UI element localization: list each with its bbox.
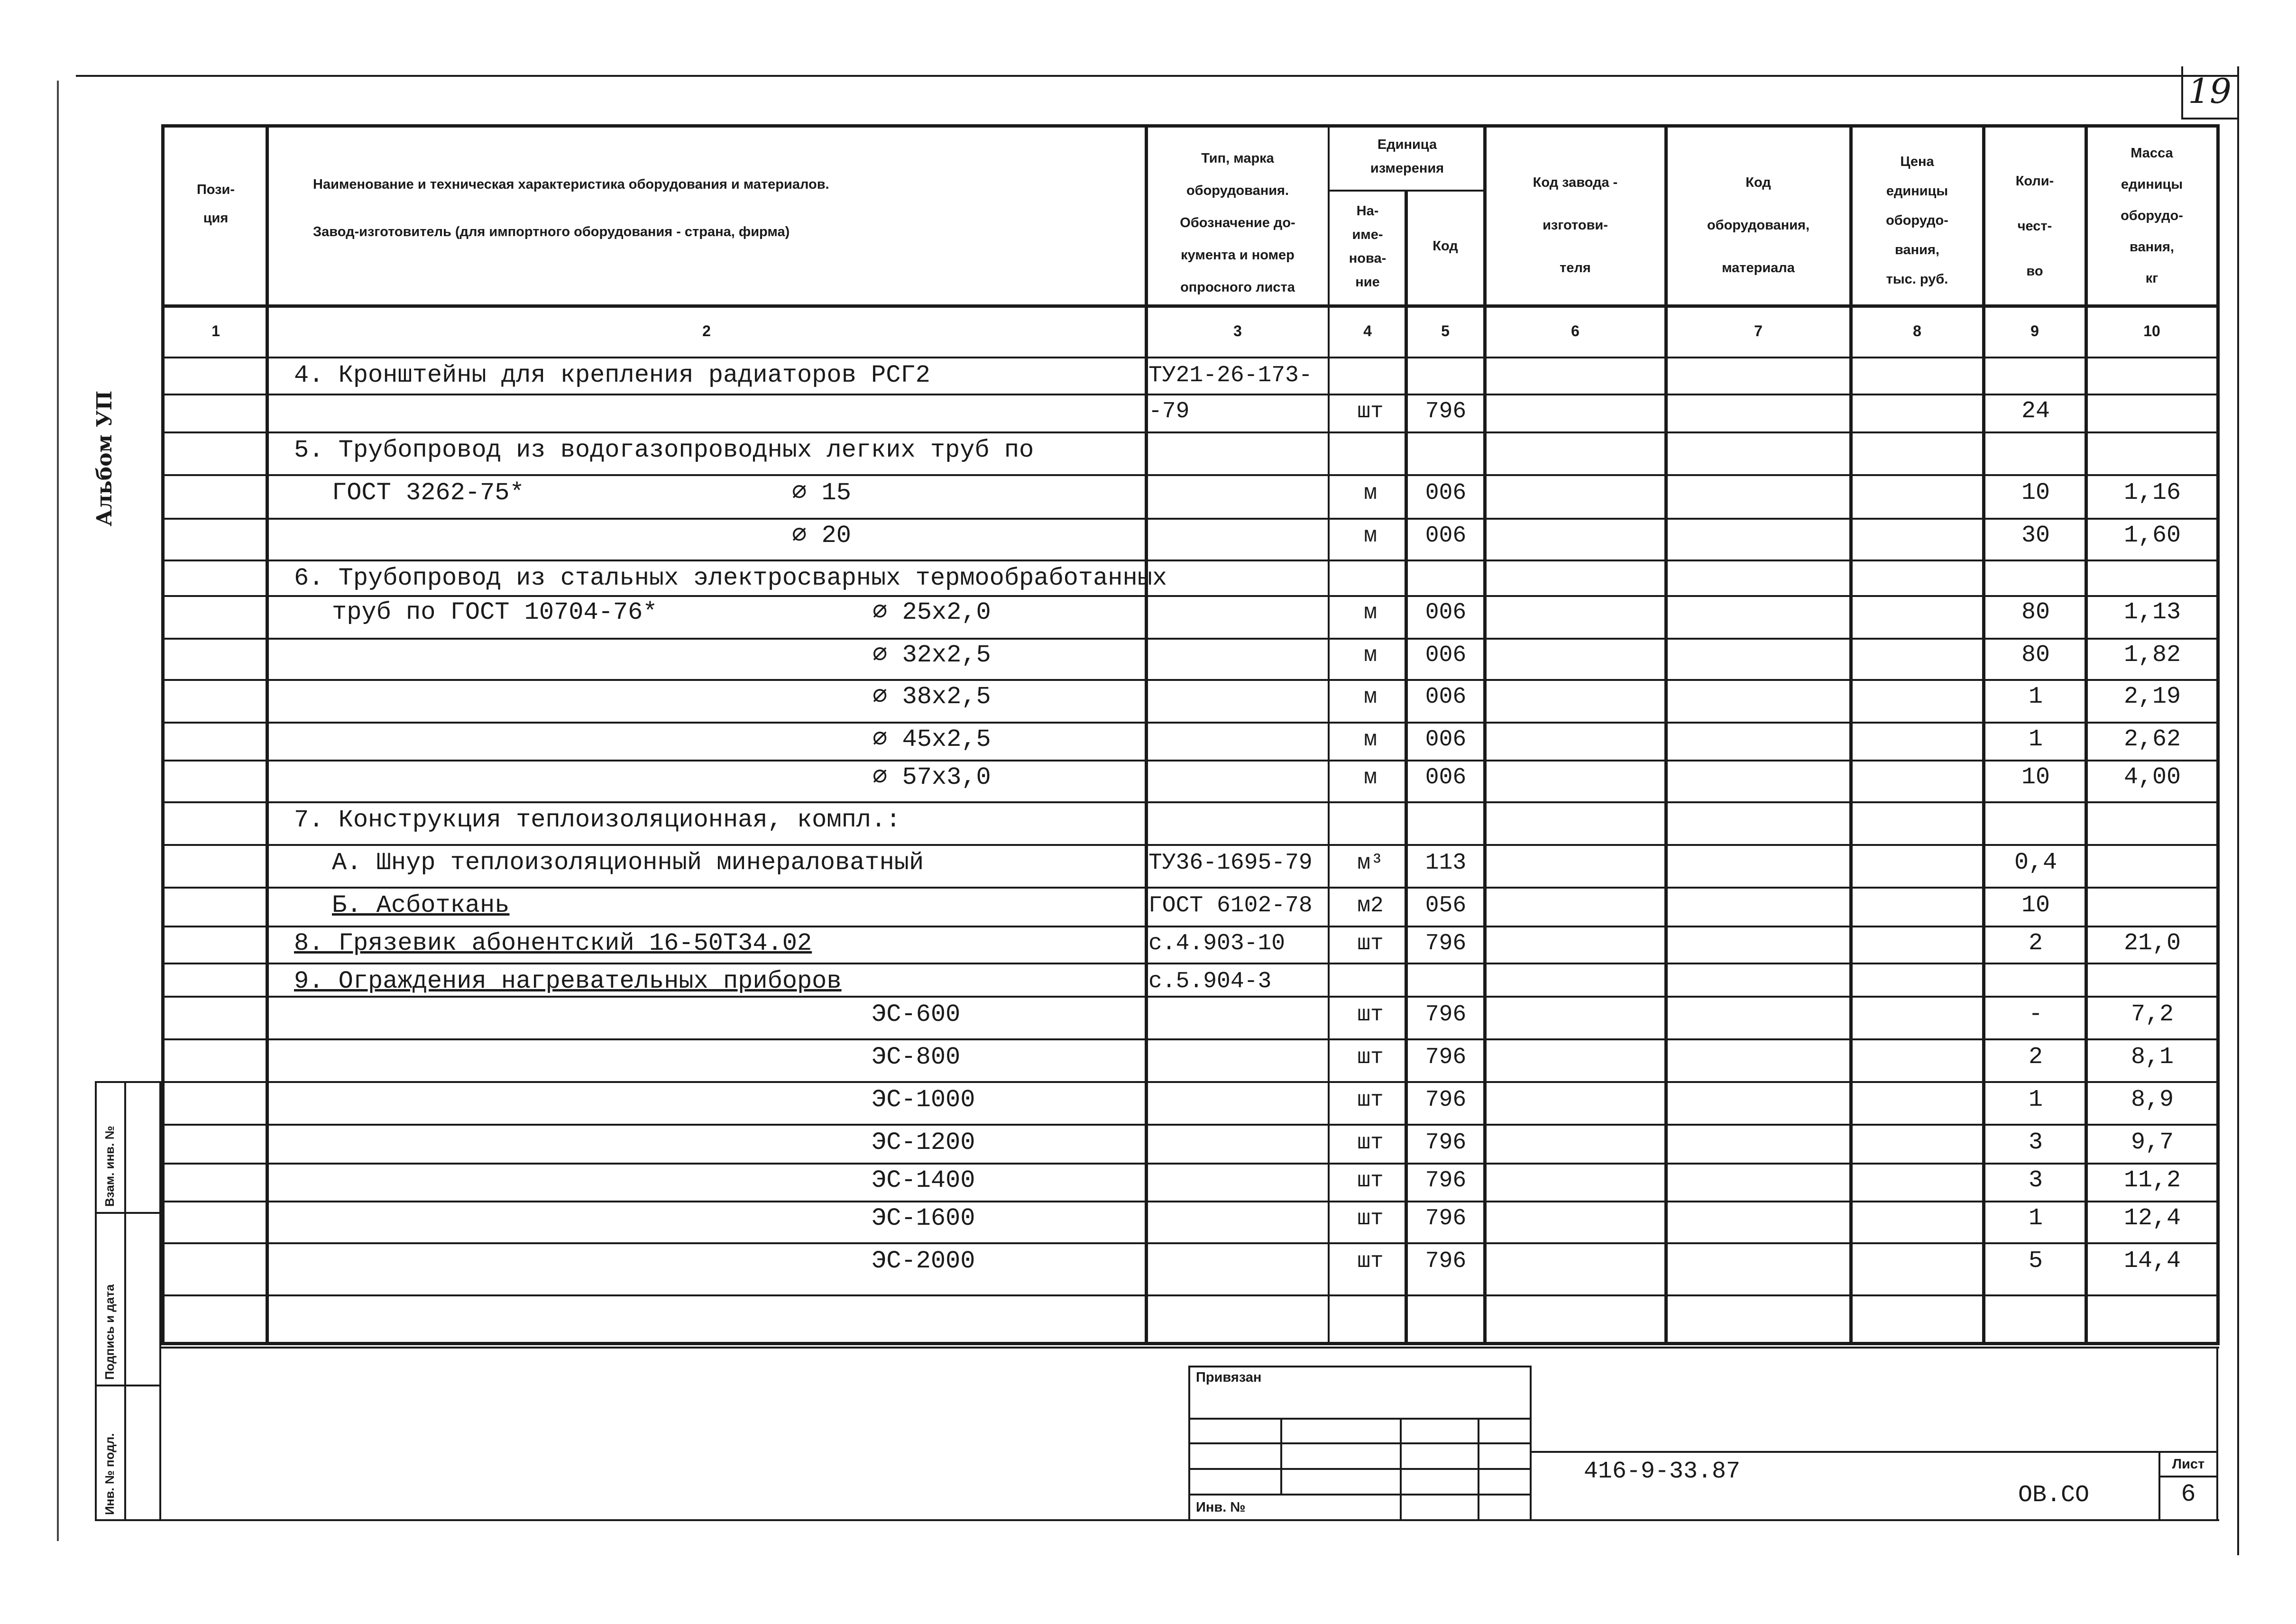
table-bottom-line — [161, 1342, 2219, 1345]
row-separator — [161, 1124, 2219, 1126]
header-price: Цена единицы оборудо- вания, тыс. руб. — [1886, 154, 1948, 287]
doc-code: 416-9-33.87 — [1584, 1458, 1741, 1485]
header-name-line1: Наименование и техническая характеристика оборудования и материалов. — [313, 177, 829, 192]
row-mass: 7,2 — [2131, 1001, 2174, 1028]
inv-no-label: Инв. № — [1196, 1500, 1246, 1515]
colnum-1: 1 — [211, 322, 220, 339]
row-dimension: ⌀ 38х2,5 — [872, 683, 991, 711]
row-code: 006 — [1425, 600, 1467, 625]
side-inv-podl-label: Инв. № подл. — [102, 1433, 117, 1515]
row-quantity: 5 — [2028, 1248, 2043, 1275]
row-mass: 2,19 — [2123, 683, 2181, 710]
row-code: 006 — [1425, 642, 1467, 668]
vline-col5 — [1483, 124, 1487, 1345]
colnum-bottom-line — [161, 357, 2219, 358]
row-quantity: 10 — [2021, 764, 2050, 791]
row-dimension: ЭС-1000 — [872, 1086, 975, 1114]
row-code: 796 — [1425, 1248, 1467, 1274]
row-dimension: ЭС-1600 — [872, 1204, 975, 1232]
sheet-code: ОВ.СО — [2018, 1482, 2090, 1509]
privyazan-col3 — [1478, 1418, 1479, 1520]
row-unit: м — [1364, 523, 1377, 548]
row-mass: 14,4 — [2123, 1248, 2181, 1275]
doccode-top — [1530, 1451, 2217, 1453]
row-unit: шт — [1357, 931, 1384, 956]
colnum-2: 2 — [702, 322, 711, 339]
row-code: 796 — [1425, 1045, 1467, 1070]
row-separator — [161, 963, 2219, 964]
header-equipment-code: Код оборудования, материала — [1707, 175, 1810, 275]
header-bottom-line — [161, 304, 2219, 308]
row-name: 4. Кронштейны для крепления радиаторов РСГ2 — [294, 361, 930, 389]
colnum-8: 8 — [1913, 322, 1921, 339]
stamp-top-line — [161, 1347, 2219, 1349]
vline-col1 — [266, 124, 269, 1345]
row-separator — [161, 431, 2219, 433]
row-name: 7. Конструкция теплоизоляционная, компл.: — [294, 806, 901, 834]
row-separator — [161, 844, 2219, 846]
row-separator — [161, 474, 2219, 476]
row-quantity: 10 — [2021, 892, 2050, 919]
row-separator — [161, 1081, 2219, 1083]
colnum-6: 6 — [1571, 322, 1580, 339]
colnum-9: 9 — [2030, 322, 2039, 339]
frame-left-line — [57, 81, 59, 1541]
row-separator — [161, 595, 2219, 597]
header-factory-code: Код завода - изготови- теля — [1533, 175, 1618, 275]
row-unit: м — [1364, 727, 1377, 752]
row-quantity: 80 — [2021, 642, 2050, 669]
row-separator — [161, 1242, 2219, 1244]
side-stamp-bottom — [95, 1519, 161, 1521]
colnum-7: 7 — [1754, 322, 1763, 339]
row-dimension: ⌀ 45х2,5 — [872, 725, 991, 753]
row-mass: 8,1 — [2131, 1044, 2174, 1071]
row-dimension: ⌀ 15 — [792, 479, 851, 507]
row-code: 796 — [1425, 1087, 1467, 1113]
row-unit: м³ — [1357, 851, 1384, 875]
row-mass: 12,4 — [2123, 1205, 2181, 1232]
row-separator — [161, 801, 2219, 803]
row-quantity: 30 — [2021, 522, 2050, 549]
row-type: -79 — [1148, 399, 1190, 424]
row-quantity: 0,4 — [2014, 849, 2057, 876]
row-quantity: 2 — [2028, 1044, 2043, 1071]
album-label: Альбом УП — [92, 390, 117, 526]
row-unit: м — [1364, 600, 1377, 625]
row-dimension: ⌀ 32х2,5 — [872, 641, 991, 669]
row-code: 056 — [1425, 893, 1467, 918]
vline-right — [2216, 124, 2220, 1345]
row-name: Б. Асботкань — [332, 891, 510, 919]
row-separator — [161, 887, 2219, 889]
row-mass: 4,00 — [2123, 764, 2181, 791]
privyazan-row1 — [1188, 1418, 1532, 1420]
row-quantity: 1 — [2028, 683, 2043, 710]
row-unit: шт — [1357, 1088, 1384, 1112]
row-quantity: 24 — [2021, 398, 2050, 425]
row-name: труб по ГОСТ 10704-76* — [332, 598, 658, 626]
vline-col8 — [1982, 124, 1985, 1345]
row-quantity: 3 — [2028, 1129, 2043, 1156]
row-unit: шт — [1357, 1168, 1384, 1193]
row-quantity: 1 — [2028, 1086, 2043, 1113]
row-separator — [161, 394, 2219, 395]
row-code: 006 — [1425, 523, 1467, 549]
header-quantity: Коли- чест- во — [2015, 174, 2054, 279]
colnum-10: 10 — [2143, 322, 2160, 339]
row-dimension: ЭС-800 — [872, 1043, 961, 1071]
page-number: 19 — [2188, 71, 2232, 111]
row-code: 796 — [1425, 1206, 1467, 1231]
side-podpis-label: Подпись и дата — [102, 1284, 117, 1380]
row-unit: шт — [1357, 1206, 1384, 1231]
row-mass: 1,13 — [2123, 599, 2181, 626]
colnum-5: 5 — [1441, 322, 1450, 339]
privyazan-label: Привязан — [1196, 1370, 1262, 1385]
row-code: 006 — [1425, 684, 1467, 710]
stamp-bottom-line — [161, 1519, 2219, 1521]
row-unit: шт — [1357, 1130, 1384, 1155]
privyazan-col2 — [1400, 1418, 1402, 1520]
row-quantity: 3 — [2028, 1167, 2043, 1194]
row-mass: 2,62 — [2123, 726, 2181, 753]
row-mass: 9,7 — [2131, 1129, 2174, 1156]
row-unit: шт — [1357, 1249, 1384, 1274]
row-dimension: ЭС-600 — [872, 1000, 961, 1028]
row-mass: 1,82 — [2123, 642, 2181, 669]
row-quantity: 10 — [2021, 479, 2050, 506]
row-separator — [161, 1294, 2219, 1296]
row-code: 006 — [1425, 765, 1467, 790]
vline-col4 — [1405, 190, 1408, 1344]
header-type: Тип, марка оборудования. Обозначение до- кумента и номер опросного листа — [1180, 151, 1295, 295]
row-unit: м — [1364, 685, 1377, 709]
row-dimension: ⌀ 57х3,0 — [872, 763, 991, 791]
frame-top-line — [76, 75, 2238, 77]
row-quantity: 1 — [2028, 1205, 2043, 1232]
row-unit: м — [1364, 765, 1377, 790]
side-stamp-right — [159, 1081, 161, 1521]
side-stamp-div1 — [95, 1212, 161, 1214]
row-mass: 8,9 — [2131, 1086, 2174, 1113]
frame-right-line — [2237, 66, 2239, 1555]
side-vzam-label: Взам. инв. № — [102, 1126, 117, 1207]
row-unit: шт — [1357, 399, 1384, 424]
privyazan-row2 — [1188, 1442, 1532, 1444]
row-code: 796 — [1425, 1130, 1467, 1156]
privyazan-col1 — [1280, 1418, 1282, 1494]
vline-left — [161, 124, 165, 1345]
header-unit: Единица измерения — [1370, 137, 1444, 176]
row-code: 006 — [1425, 480, 1467, 506]
side-stamp-mid — [124, 1081, 126, 1521]
header-mass: Масса единицы оборудо- вания, кг — [2121, 146, 2183, 286]
row-name: 8. Грязевик абонентский 16-50Т34.02 — [294, 929, 812, 957]
side-stamp-div2 — [95, 1385, 161, 1386]
stamp-right-line — [2216, 1347, 2218, 1521]
row-dimension: ЭС-1200 — [872, 1129, 975, 1156]
row-type: ТУ36-1695-79 — [1148, 850, 1313, 876]
row-separator — [161, 1201, 2219, 1202]
row-unit: м — [1364, 643, 1377, 668]
row-dimension: ⌀ 20 — [792, 522, 851, 550]
row-code: 796 — [1425, 1002, 1467, 1028]
vline-col3 — [1328, 124, 1330, 1345]
row-separator — [161, 638, 2219, 640]
row-name: 9. Ограждения нагревательных приборов — [294, 967, 842, 995]
row-quantity: 1 — [2028, 726, 2043, 753]
row-separator — [161, 722, 2219, 724]
page-number-box-bottom — [2181, 118, 2238, 119]
header-unit-code: Код — [1433, 239, 1458, 254]
row-separator — [161, 926, 2219, 927]
row-quantity: - — [2028, 1001, 2043, 1028]
row-mass: 1,16 — [2123, 479, 2181, 506]
row-unit: шт — [1357, 1002, 1384, 1027]
row-mass: 11,2 — [2123, 1167, 2181, 1194]
row-mass: 1,60 — [2123, 522, 2181, 549]
row-code: 796 — [1425, 1168, 1467, 1193]
sheet-box-divider — [2158, 1476, 2217, 1477]
row-unit: м2 — [1357, 893, 1384, 918]
row-type: с.4.903-10 — [1148, 931, 1286, 956]
header-position: Пози- ция — [196, 182, 235, 226]
row-type: с.5.904-3 — [1148, 969, 1272, 994]
row-code: 796 — [1425, 931, 1467, 956]
colnum-4: 4 — [1363, 322, 1372, 339]
vline-col7 — [1849, 124, 1853, 1345]
row-separator — [161, 996, 2219, 998]
row-dimension: ЭС-2000 — [872, 1247, 975, 1275]
row-mass: 21,0 — [2123, 930, 2181, 957]
header-name-line2: Завод-изготовитель (для импортного оборудования - страна, фирма) — [313, 224, 790, 239]
row-separator — [161, 1038, 2219, 1040]
colnum-3: 3 — [1233, 322, 1242, 339]
row-name: 5. Трубопровод из водогазопроводных легких труб по — [294, 436, 1034, 464]
privyazan-row3 — [1188, 1468, 1532, 1470]
row-code: 113 — [1425, 850, 1467, 876]
row-name: 6. Трубопровод из стальных электросварных термообработанных — [294, 564, 1167, 592]
vline-col2 — [1145, 124, 1148, 1345]
table-top-line — [161, 124, 2219, 128]
row-separator — [161, 679, 2219, 681]
sheet-label: Лист — [2172, 1457, 2205, 1472]
row-quantity: 80 — [2021, 599, 2050, 626]
row-separator — [161, 1163, 2219, 1165]
header-unit-name: На- име- нова- ние — [1349, 203, 1387, 290]
sheet-number: 6 — [2181, 1480, 2196, 1508]
side-stamp-top — [95, 1081, 161, 1083]
row-dimension: ⌀ 25х2,0 — [872, 598, 991, 626]
row-dimension: ЭС-1400 — [872, 1166, 975, 1194]
row-separator — [161, 518, 2219, 520]
row-quantity: 2 — [2028, 930, 2043, 957]
row-name: А. Шнур теплоизоляционный минераловатный — [332, 849, 924, 877]
row-code: 006 — [1425, 727, 1467, 752]
page-number-box-left — [2181, 66, 2183, 119]
row-unit: м — [1364, 481, 1377, 505]
side-stamp-left — [95, 1081, 97, 1521]
row-name: ГОСТ 3262-75* — [332, 479, 524, 507]
row-separator — [161, 560, 2219, 561]
row-type: ГОСТ 6102-78 — [1148, 893, 1313, 918]
row-unit: шт — [1357, 1045, 1384, 1070]
row-separator — [161, 760, 2219, 762]
row-type: ТУ21-26-173- — [1148, 363, 1313, 388]
vline-col6 — [1664, 124, 1668, 1345]
row-code: 796 — [1425, 399, 1467, 424]
